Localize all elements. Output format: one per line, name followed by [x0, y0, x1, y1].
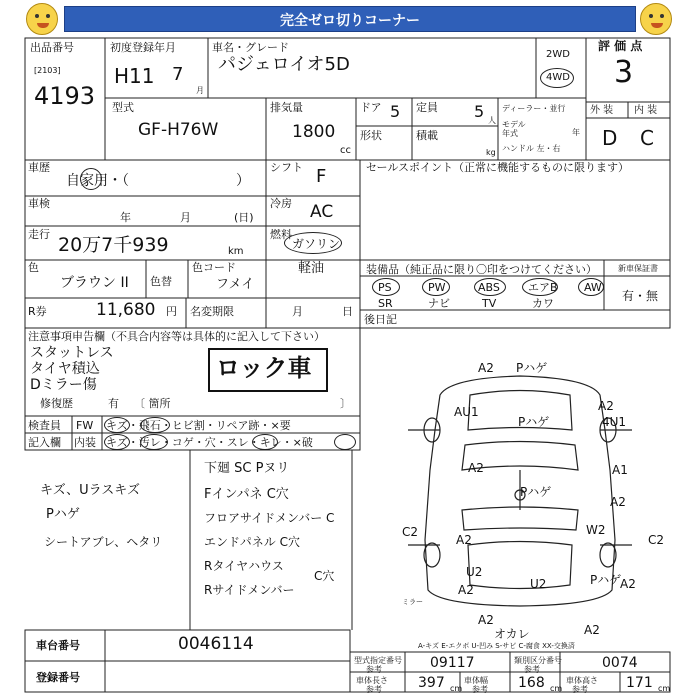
mark-12: C2 [402, 525, 419, 539]
first-reg-era: H11 [114, 64, 155, 88]
color-value: ブラウン II [60, 275, 129, 291]
checker-label: 検査員 [28, 419, 61, 432]
mark-13: A2 [456, 533, 472, 547]
note-3: Dミラー傷 [30, 377, 97, 393]
class-value: 0074 [602, 655, 638, 671]
cm-unit-1: cm [450, 684, 463, 693]
lock-stamp: ロック車 [216, 354, 312, 382]
first-reg-month: 7 [172, 64, 184, 85]
type-label: 型式 [112, 101, 134, 114]
check-circle-1 [104, 417, 130, 433]
check-circle-6 [334, 434, 356, 450]
equip-pw: PW [428, 281, 446, 294]
mark-15: U2 [466, 565, 483, 579]
equip-ps: PS [378, 281, 392, 294]
exterior-grade: D [602, 126, 618, 150]
doors-value: 5 [390, 102, 401, 121]
mark-8: A1 [612, 463, 628, 477]
displacement-value: 1800 [292, 122, 336, 142]
name-change-label: 名変期限 [190, 305, 234, 318]
kg-unit: kg [486, 148, 496, 157]
equip-abs: ABS [478, 281, 500, 294]
mark-22: A2 [584, 623, 600, 637]
displacement-label: 排気量 [270, 101, 303, 114]
equipment-label: 装備品（純正品に限り〇印をつけてください） [366, 263, 597, 276]
ref-label-4: 参考 [472, 685, 488, 694]
model-spec-value: 09117 [430, 655, 475, 671]
history-close: ） [236, 173, 250, 189]
mark-19: A2 [620, 577, 636, 591]
interior-row-label: 内装 [74, 436, 96, 449]
note-1: スタットレス [30, 345, 114, 361]
inspection-month: 月 [180, 211, 191, 224]
name-change-day: 日 [342, 305, 353, 318]
ac-value: AC [310, 202, 334, 222]
equip-aw: AW [584, 281, 602, 294]
chassis-value: 0046114 [178, 634, 254, 654]
ref-label-2: 参考 [524, 665, 540, 674]
equip-navi: ナビ [428, 297, 450, 310]
fw-label: FW [76, 419, 94, 432]
equip-sr: SR [378, 297, 393, 310]
name-change-month: 月 [292, 305, 303, 318]
length-value: 397 [418, 675, 445, 691]
mark-14: C2 [648, 533, 665, 547]
warranty-label: 新車保証書 [618, 264, 658, 273]
inspection-year: 年 [120, 211, 131, 224]
repair-part: 〔 箇所 [134, 397, 171, 410]
shift-value: F [316, 166, 327, 187]
mark-16: A2 [458, 583, 474, 597]
recycle-label: R券 [28, 305, 47, 318]
first-reg-label: 初度登録年月 [110, 41, 176, 54]
equip-pw-circle [422, 278, 450, 296]
width-label: 車体幅 [464, 676, 488, 685]
mileage-value: 20万7千939 [58, 234, 169, 256]
history-value: 自家用・（ [66, 173, 129, 189]
mileage-label: 走行 [28, 228, 50, 241]
mark-5: 4U1 [602, 415, 627, 429]
equip-aw-circle [578, 278, 604, 296]
interior-grade: C [640, 126, 654, 150]
mark-18: Pハゲ [590, 573, 622, 587]
damage-legend: A-キズ E-エクボ U-凹み S-サビ C-腐食 XX-交換済 [418, 642, 575, 650]
check-circle-4 [140, 434, 168, 450]
checklist-row-1: キズ・飛石・ヒビ割・リペア跡・×要 [106, 419, 291, 432]
checklist-row-2: キズ・汚レ・コゲ・穴・スレ・キレ・×破 [106, 436, 313, 449]
capacity-value: 5 [474, 102, 485, 121]
height-value: 171 [626, 675, 653, 691]
length-label: 車体長さ [356, 676, 388, 685]
score-value: 3 [614, 55, 634, 90]
repair-close: 〕 [340, 397, 351, 410]
mark-20: A2 [478, 613, 494, 627]
chassis-label: 車台番号 [36, 639, 80, 652]
mark-11: W2 [586, 523, 606, 537]
load-label: 積載 [416, 129, 438, 142]
year-unit: 年 [572, 128, 580, 137]
mark-17: U2 [530, 577, 547, 591]
mark-6: Pハゲ [518, 415, 550, 429]
model-year-label: モデル年式 [502, 120, 526, 138]
class-label: 類別区分番号 [514, 656, 562, 665]
width-value: 168 [518, 675, 545, 691]
check-circle-5 [252, 434, 278, 450]
equip-tv: TV [482, 297, 497, 310]
record-label: 記入欄 [28, 436, 61, 449]
hw-note-3: シートアブレ、ヘタリ [44, 535, 163, 549]
hw-note-1: キズ、Uラスキズ [40, 483, 140, 498]
lot-label: 出品番号 [30, 41, 74, 54]
color-code-value: フメイ [216, 277, 255, 292]
type-code: GF-H76W [138, 120, 219, 140]
mark-10: A2 [610, 495, 626, 509]
history-circle [80, 168, 102, 190]
cm-unit-2: cm [550, 684, 563, 693]
fuel-circle [284, 232, 342, 254]
fuel-gas: ガソリン [292, 237, 341, 251]
lot-code: [2103] [34, 66, 61, 75]
header-title: 完全ゼロ切りコーナー [280, 13, 420, 29]
cm-unit-3: cm [658, 684, 671, 693]
ac-label: 冷房 [270, 197, 292, 210]
equip-leather: カワ [532, 297, 554, 310]
hw-note-r7: C穴 [314, 569, 335, 583]
capacity-label: 定員 [416, 101, 438, 114]
height-label: 車体高さ [566, 676, 598, 685]
ref-label-1: 参考 [366, 665, 382, 674]
shift-label: シフト [270, 161, 303, 174]
interior-label: 内 装 [634, 105, 658, 116]
mark-9: Pハゲ [520, 485, 552, 499]
drive-4wd: 4WD [546, 72, 570, 83]
month-unit: 月 [196, 86, 204, 95]
hw-note-r4: エンドパネル C穴 [204, 535, 300, 549]
ref-label-3: 参考 [366, 685, 382, 694]
hw-note-r2: Fインパネ C穴 [204, 487, 289, 502]
fuel-label: 燃料 [270, 228, 292, 241]
km-unit: km [228, 246, 244, 257]
mark-1: A2 [478, 361, 494, 375]
color-label: 色 [28, 261, 39, 274]
rear-seat-label: 後日記 [364, 313, 397, 326]
drive-2wd: 2WD [546, 49, 570, 60]
notes-label: 注意事項申告欄（不具合内容等は具体的に記入して下さい） [28, 330, 325, 343]
mark-4: A2 [598, 399, 614, 413]
inspection-day: (日) [234, 211, 254, 224]
fuel-diesel: 軽油 [298, 261, 325, 276]
mark-3: AU1 [454, 405, 479, 419]
exterior-label: 外 装 [590, 105, 614, 116]
mirror-label: ミラー [402, 598, 423, 606]
person-unit: 人 [488, 116, 496, 125]
check-circle-3 [104, 434, 130, 450]
repair-value: 有 [108, 397, 119, 410]
mark-7: A2 [468, 461, 484, 475]
shape-label: 形状 [360, 129, 382, 142]
history-label: 車歴 [28, 161, 50, 174]
equip-ps-circle [372, 278, 400, 296]
equip-airbag: エアB [528, 281, 558, 294]
equip-airbag-circle [522, 278, 558, 296]
mark-21: オカレ [494, 627, 530, 641]
reg-label: 登録番号 [36, 671, 80, 684]
model-label: 車名・グレード [212, 41, 289, 54]
inspection-label: 車検 [28, 197, 50, 210]
score-label: 評 価 点 [598, 39, 643, 53]
hw-note-r6: Rサイドメンバー [204, 583, 295, 597]
model-name: パジェロイオ5D [218, 54, 350, 75]
ref-label-5: 参考 [572, 685, 588, 694]
model-spec-label: 型式指定番号 [354, 656, 402, 665]
sales-points-label: セールスポイント（正常に機能するものに限ります） [366, 161, 630, 174]
doors-label: ドア [360, 101, 382, 114]
hw-note-2: Pハゲ [46, 507, 80, 522]
hw-note-r5: Rタイヤハウス [204, 559, 284, 573]
hw-note-r3: フロアサイドメンバー C [204, 511, 335, 525]
yen-unit: 円 [166, 305, 177, 318]
recycle-amount: 11,680 [96, 300, 156, 320]
cc-unit: cc [340, 145, 351, 156]
color-swap-label: 色替 [150, 275, 172, 288]
warranty-value: 有・無 [622, 289, 659, 303]
color-code-label: 色コード [192, 261, 236, 274]
repair-label: 修復歴 [40, 397, 73, 410]
lot-number: 4193 [34, 82, 96, 110]
handle-label: ハンドル 左・右 [502, 144, 561, 153]
note-2: タイヤ積込 [30, 361, 100, 377]
dealer-label: ディーラー・並行 [502, 104, 566, 113]
hw-note-r1: 下廻 SC Pヌリ [204, 461, 290, 476]
equip-abs-circle [474, 278, 506, 296]
check-circle-2 [140, 417, 170, 433]
mark-2: Pハゲ [516, 361, 548, 375]
